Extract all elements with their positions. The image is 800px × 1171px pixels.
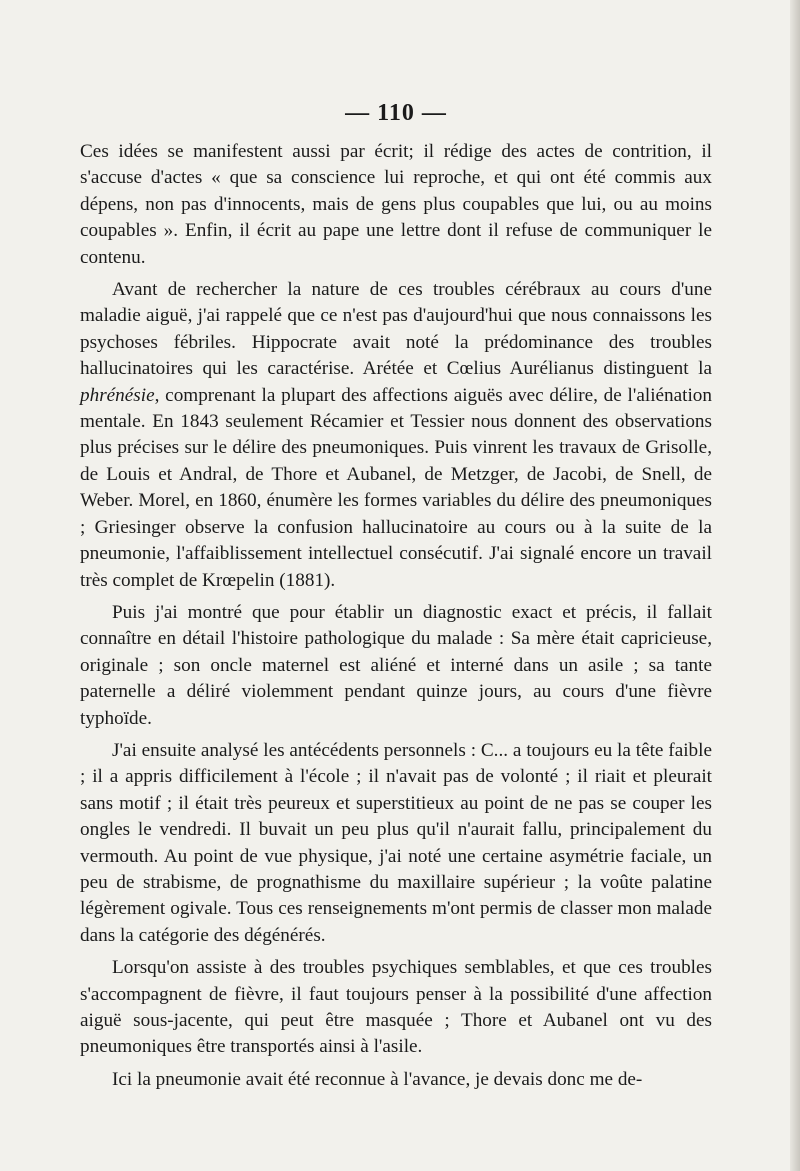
paragraph-2-text-before: Avant de rechercher la nature de ces troubles cérébraux au cours d'une maladie aiguë, j'ai rappelé que ce n'est pas d'aujourd'hui que nous connaissons les psychoses fébriles. Hippocrate avait noté la prédominance des troubles hallucinatoires qui les caractérise. Arétée et Cœlius Aurélianus distinguent la: [80, 279, 712, 380]
paragraph-2-italic-term: phrénésie: [80, 384, 155, 406]
body-text: [80, 139, 712, 1093]
paragraph-2: [80, 277, 712, 594]
paragraph-5: Lorsqu'on assiste à des troubles psychiques semblables, et que ces troubles s'accompagnent de fièvre, il faut toujours penser à la possibilité d'une affection aiguë sous-jacente, qui peut être masquée ; Thore et Aubanel ont vu des pneumoniques être transportés ainsi à l'asile.: [80, 957, 712, 1058]
paragraph-4: J'ai ensuite analysé les antécédents personnels : C... a toujours eu la tête faible ; il a appris difficilement à l'école ; il n'avait pas de volonté ; il riait et pleurait sans motif ; il était très peureux et superstitieux au point de ne pas se couper les ongles le vendredi. Il buvait un peu plus qu'il n'aurait fallu, principalement du vermouth. Au point de vue physique, j'ai noté une certaine asymétrie faciale, un peu de strabisme, de prognathisme du maxillaire supérieur ; la voûte palatine légèrement ogivale. Tous ces renseignements m'ont permis de classer mon malade dans la catégorie des dégénérés.: [80, 739, 712, 946]
paragraph-1: Ces idées se manifestent aussi par écrit; il rédige des actes de contrition, il s'accuse d'actes « que sa conscience lui reproche, et qui ont été commis aux dépens, non pas d'innocents, mais de gens plus coupables que lui, ou au moins coupables ». Enfin, il écrit au pape une lettre dont il refuse de communiquer le contenu.: [80, 141, 712, 268]
paragraph-2-text-after: , comprenant la plupart des affections aiguës avec délire, de l'aliénation mentale. En 1843 seulement Récamier et Tessier nous donnent des observations plus précises sur le délire des pneumoniques. Puis vinrent les travaux de Grisolle, de Louis et Andral, de Thore et Aubanel, de Metzger, de Jacobi, de Snell, de Weber. Morel, en 1860, énumère les formes variables du délire des pneumoniques ; Griesinger observe la confusion hallucinatoire au cours ou à la suite de la pneumonie, l'affaiblissement intellectuel consécutif. J'ai signalé encore un travail très complet de Krœpelin (1881).: [80, 384, 712, 591]
paragraph-6: Ici la pneumonie avait été reconnue à l'avance, je devais donc me de-: [112, 1068, 643, 1090]
page-number: — 110 —: [345, 100, 447, 126]
page-edge-shadow: [790, 0, 800, 1171]
paragraph-3: Puis j'ai montré que pour établir un diagnostic exact et précis, il fallait connaître en détail l'histoire pathologique du malade : Sa mère était capricieuse, originale ; son oncle maternel est aliéné et interné dans un asile ; sa tante paternelle a déliré violemment pendant quinze jours, au cours d'une fièvre typhoïde.: [80, 601, 712, 729]
